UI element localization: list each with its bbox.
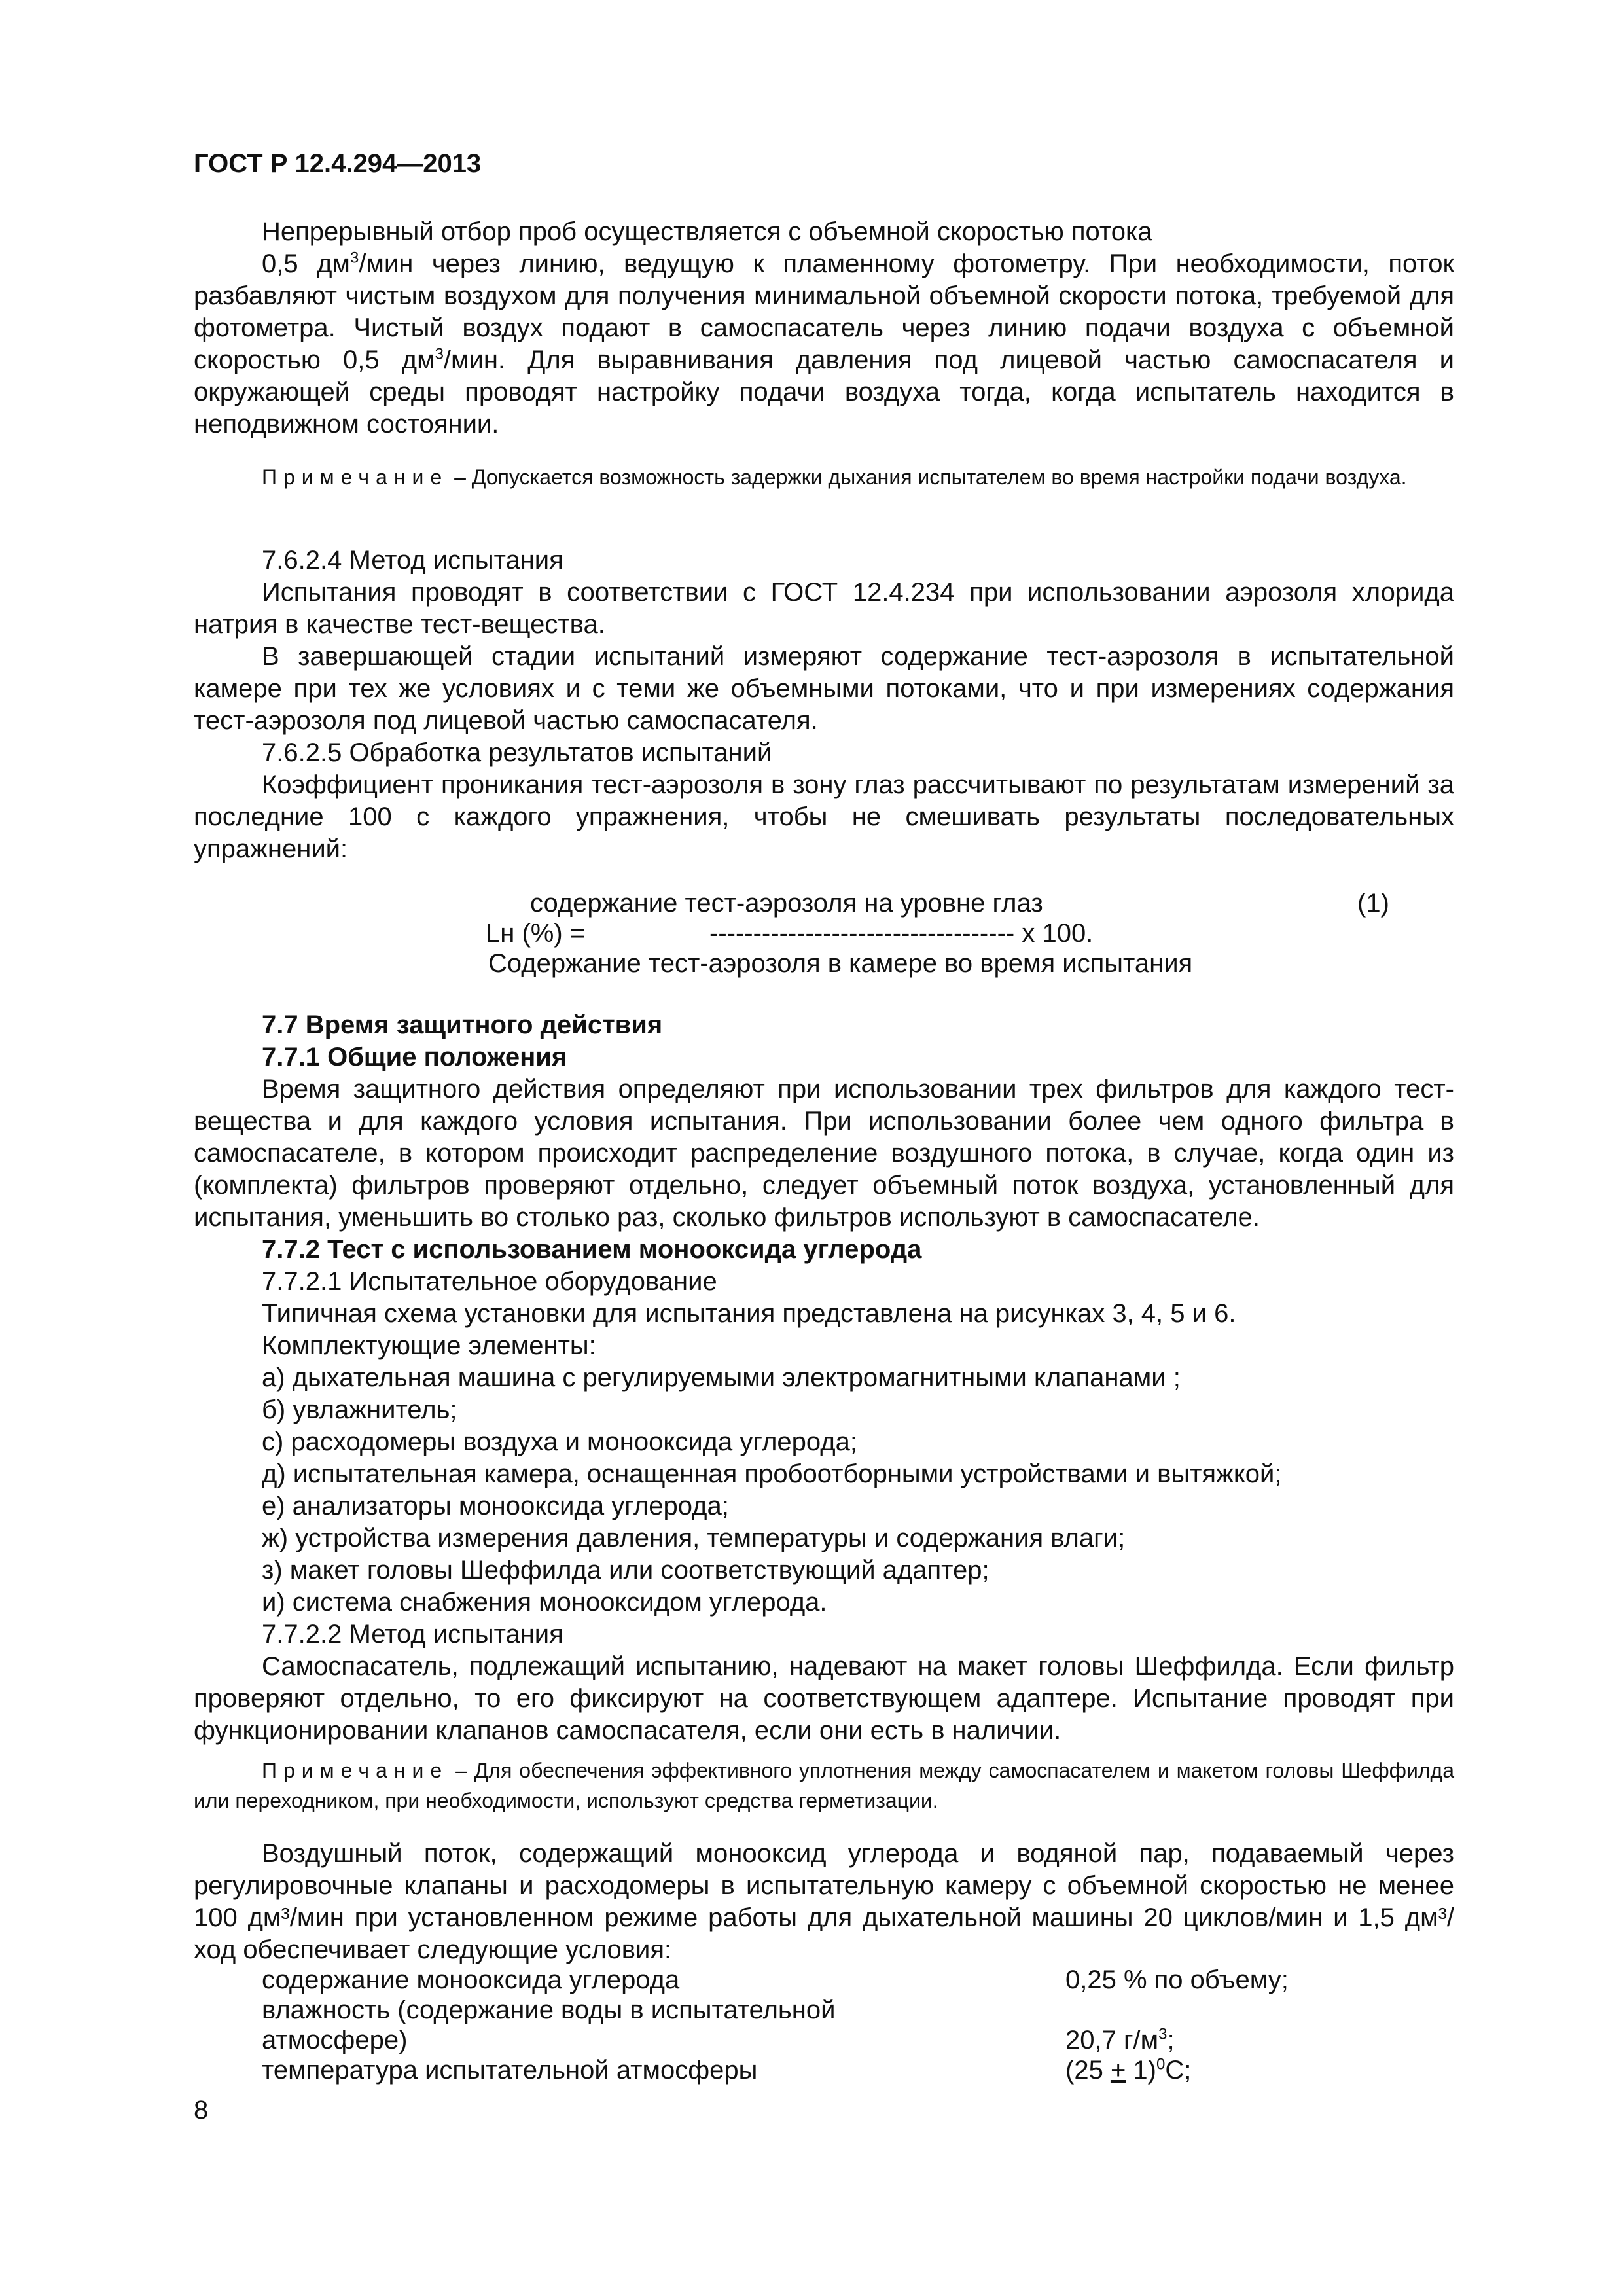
list-item: а) дыхательная машина с регулируемыми электромагнитными клапанами ;	[262, 1363, 1181, 1392]
paragraph-text: Комплектующие элементы:	[262, 1331, 596, 1360]
page-number: 8	[194, 2096, 209, 2125]
section-title: 7.7 Время защитного действия	[262, 1011, 663, 1039]
formula-line: ----------------------------------- х 100.	[709, 919, 1094, 948]
note-label: Примечание	[262, 1759, 449, 1782]
note-text: – Допускается возможность задержки дыхания испытателем во время настройки подачи воздуха.	[448, 465, 1407, 489]
formula-numerator: содержание тест-аэрозоля на уровне глаз	[530, 889, 1043, 918]
condition-value: 0,25 % по объему;	[1065, 1965, 1289, 1994]
section-title: 7.7.2.1 Испытательное оборудование	[262, 1267, 717, 1296]
note-text: – Для обеспечения эффективного уплотнения между самоспасателем и макетом головы Шеффилда или переходником, при необходимости, используют средства герметизации.	[194, 1759, 1454, 1812]
paragraph-text: Самоспасатель, подлежащий испытанию, надевают на макет головы Шеффилда. Если фильтр проверяют отдельно, то его фиксируют на соответствующем адаптере. Испытание проводят при функционировании клапанов самоспасателя, если они есть в наличии.	[194, 1652, 1454, 1745]
list-item: с) расходомеры воздуха и монооксида углерода;	[262, 1427, 857, 1456]
condition-row	[262, 2055, 1453, 2085]
list-item: з) макет головы Шеффилда или соответствующий адаптер;	[262, 1556, 990, 1585]
paragraph-text: Типичная схема установки для испытания представлена на рисунках 3, 4, 5 и 6.	[262, 1299, 1236, 1328]
paragraph-airflow	[194, 1838, 1454, 1966]
formula-denominator: Содержание тест-аэрозоля в камере во время испытания	[488, 949, 1193, 978]
section-title: 7.6.2.4 Метод испытания	[262, 546, 563, 575]
section-title: 7.7.2.2 Метод испытания	[262, 1620, 563, 1649]
note-2	[194, 1755, 1454, 1816]
list-item: и) система снабжения монооксидом углерода.	[262, 1588, 827, 1617]
section-title: 7.7.2 Тест с использованием монооксида углерода	[262, 1235, 922, 1264]
section-77	[194, 1009, 1454, 1747]
condition-row	[262, 2025, 1453, 2055]
formula-1	[194, 888, 1454, 986]
condition-row	[262, 1995, 1453, 2025]
paragraph-text: Воздушный поток, содержащий монооксид углерода и водяной пар, подаваемый через регулировочные клапаны и расходомеры в испытательную камеру с объемной скоростью не менее 100 дм³/мин при установленном режиме работы для дыхательной машины 20 циклов/мин и 1,5 дм³/ход обеспечивает следующие условия:	[194, 1839, 1454, 1964]
list-item: б) увлажнитель;	[262, 1395, 457, 1424]
list-item: е) анализаторы монооксида углерода;	[262, 1492, 729, 1520]
paragraph-text: Испытания проводят в соответствии с ГОСТ 12.4.234 при использовании аэрозоля хлорида натрия в качестве тест-вещества.	[194, 578, 1454, 639]
paragraph-text: Коэффициент проникания тест-аэрозоля в зону глаз рассчитывают по результатам измерений за последние 100 с каждого упражнения, чтобы не смешивать результаты последовательных упражнений:	[194, 770, 1454, 863]
paragraph-sampling	[194, 216, 1454, 440]
condition-label: содержание монооксида углерода	[262, 1965, 680, 1994]
section-7624	[194, 545, 1454, 865]
section-title: 7.7.1 Общие положения	[262, 1043, 567, 1071]
list-item: д) испытательная камера, оснащенная пробоотборными устройствами и вытяжкой;	[262, 1460, 1282, 1488]
condition-row	[262, 1965, 1453, 1995]
paragraph-text: В завершающей стадии испытаний измеряют содержание тест-аэрозоля в испытательной камере при тех же условиях и с теми же объемными потоками, что и при измерениях содержания тест-аэрозоля под лицевой частью самоспасателя.	[194, 642, 1454, 735]
paragraph-line: Непрерывный отбор проб осуществляется с объемной скоростью потока	[262, 217, 1152, 246]
conditions-table	[262, 1965, 1453, 2085]
list-item: ж) устройства измерения давления, температуры и содержания влаги;	[262, 1524, 1126, 1552]
condition-value: $(25 + 1)^0С$;	[1065, 2055, 1192, 2085]
condition-label: влажность (содержание воды в испытательной	[262, 1996, 836, 2024]
paragraph-text: 0,5 $дм^3$/мин через линию, ведущую к пламенному фотометру. При необходимости, поток разбавляют чистым воздухом для получения минимальной объемной скорости потока, требуемой для фотометра. Чистый воздух подают в самоспасатель через линию подачи воздуха с объемной скоростью 0,5 $дм^3$/мин. Для выравнивания давления под лицевой частью самоспасателя и окружающей среды проводят настройку подачи воздуха тогда, когда испытатель находится в неподвижном состоянии.	[194, 249, 1454, 439]
document-header: ГОСТ Р 12.4.294—2013	[194, 149, 482, 178]
paragraph-text: Время защитного действия определяют при использовании трех фильтров для каждого тест-вещества и для каждого условия испытания. При использовании более чем одного фильтра в самоспасателе, в котором происходит распределение воздушного потока, в случае, когда один из (комплекта) фильтров проверяют отдельно, следует объемный поток воздуха, установленный для испытания, уменьшить во столько раз, сколько фильтров используют в самоспасателе.	[194, 1075, 1454, 1232]
condition-label: температура испытательной атмосферы	[262, 2056, 758, 2085]
note-1	[194, 462, 1454, 492]
formula-number: (1)	[1357, 889, 1389, 918]
formula-lhs: Lн (%) =	[486, 919, 586, 948]
note-label: Примечание	[262, 465, 449, 489]
condition-label: атмосфере)	[262, 2026, 408, 2054]
condition-value: 20,7 $г/м^3$;	[1065, 2025, 1175, 2054]
section-title: 7.6.2.5 Обработка результатов испытаний	[262, 738, 772, 767]
